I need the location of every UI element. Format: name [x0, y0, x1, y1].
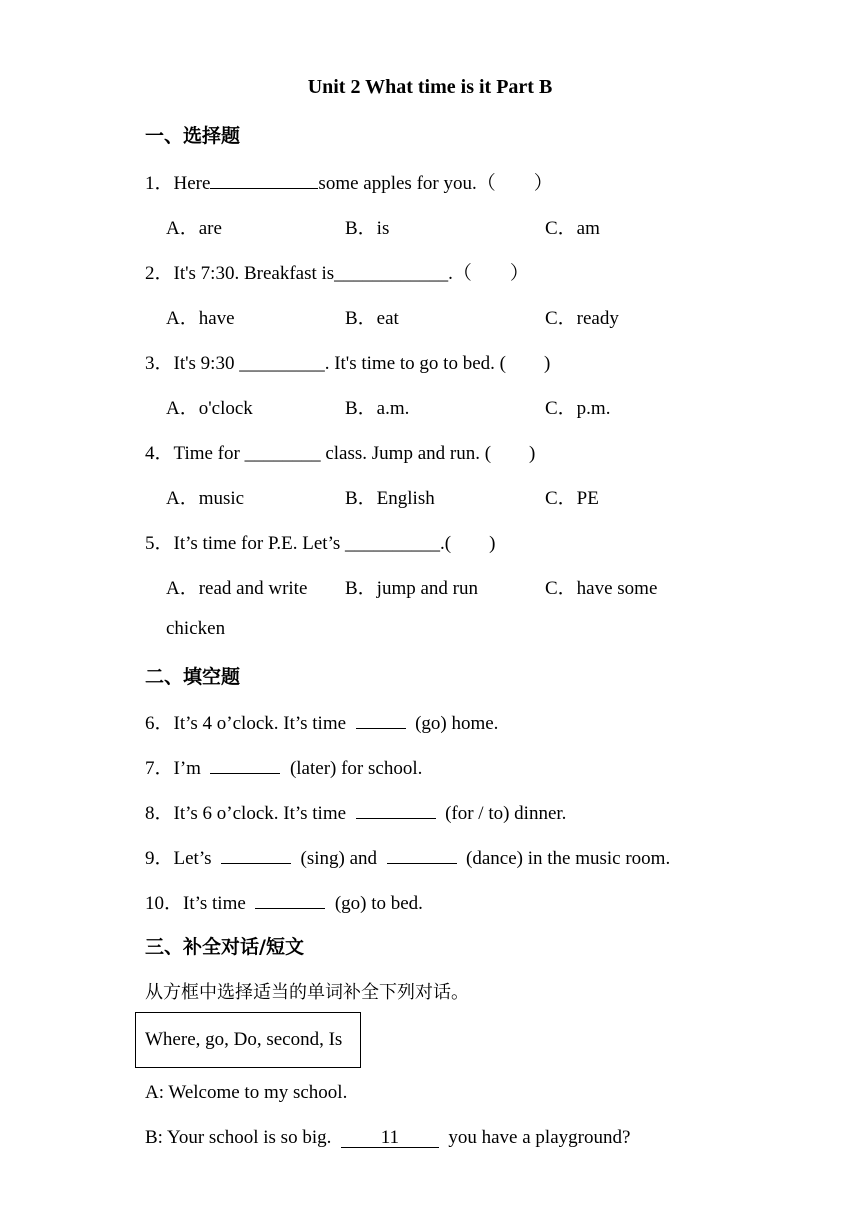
answer-blank — [255, 890, 325, 909]
option-a: A．read and write — [166, 578, 308, 599]
question-6-suffix: (go) home. — [415, 713, 499, 734]
option-b: B．a.m. — [345, 398, 410, 419]
question-6 — [145, 708, 498, 735]
question-2: 2．It's 7:30. Breakfast is____________.（ ） — [145, 263, 529, 284]
dialog-line-a: A: Welcome to my school. — [145, 1082, 348, 1103]
question-10 — [145, 888, 423, 915]
option-c: C．ready — [545, 308, 619, 329]
answer-blank — [210, 170, 318, 189]
question-7-prefix: 7．I’m — [145, 758, 201, 779]
word-box-text: Where, go, Do, second, Is — [145, 1029, 343, 1050]
option-c: C．am — [545, 218, 600, 239]
question-5: 5．It’s time for P.E. Let’s __________.( ) — [145, 533, 496, 554]
question-1 — [145, 168, 553, 195]
question-9-middle: (sing) and — [300, 848, 378, 869]
question-7-suffix: (later) for school. — [289, 758, 423, 779]
option-c: C．PE — [545, 488, 599, 509]
dialog-line-b-suffix: you have a playground? — [448, 1127, 631, 1148]
dialog-line-b-prefix: B: Your school is so big. — [145, 1127, 332, 1148]
question-4: 4．Time for ________ class. Jump and run. ( ) — [145, 443, 536, 464]
answer-blank — [356, 800, 436, 819]
answer-blank — [387, 845, 457, 864]
dialog-line-b — [145, 1127, 630, 1149]
option-c-continued: chicken — [166, 618, 226, 639]
answer-blank — [221, 845, 291, 864]
question-1-suffix: some apples for you.（ ） — [318, 173, 553, 194]
question-9-prefix: 9．Let’s — [145, 848, 212, 869]
option-a: A．have — [166, 308, 235, 329]
word-box — [135, 1012, 361, 1068]
question-9 — [145, 843, 670, 870]
option-a: A．o'clock — [166, 398, 253, 419]
page-title: Unit 2 What time is it Part B — [307, 76, 553, 98]
section-heading-choice: 一、选择题 — [145, 125, 241, 147]
question-10-prefix: 10．It’s time — [145, 893, 246, 914]
option-b: B．jump and run — [345, 578, 478, 599]
answer-blank — [210, 755, 280, 774]
section-heading-fill: 二、填空题 — [145, 666, 241, 688]
question-10-suffix: (go) to bed. — [334, 893, 423, 914]
question-6-prefix: 6．It’s 4 o’clock. It’s time — [145, 713, 347, 734]
question-8-suffix: (for / to) dinner. — [445, 803, 567, 824]
instruction-text: 从方框中选择适当的单词补全下列对话。 — [145, 982, 469, 1003]
question-8-prefix: 8．It’s 6 o’clock. It’s time — [145, 803, 347, 824]
question-8 — [145, 798, 566, 825]
option-b: B．eat — [345, 308, 399, 329]
option-b: B．is — [345, 218, 390, 239]
answer-blank — [356, 710, 406, 729]
question-1-prefix: 1．Here — [145, 173, 211, 194]
question-3: 3．It's 9:30 _________. It's time to go to bed. ( ) — [145, 353, 551, 374]
option-b: B．English — [345, 488, 435, 509]
question-9-suffix: (dance) in the music room. — [466, 848, 671, 869]
option-a: A．music — [166, 488, 245, 509]
section-heading-dialog: 三、补全对话/短文 — [145, 936, 304, 958]
answer-blank-11: 11 — [341, 1129, 439, 1148]
option-c: C．have some — [545, 578, 658, 599]
option-c: C．p.m. — [545, 398, 611, 419]
option-a: A．are — [166, 218, 222, 239]
question-7 — [145, 753, 422, 780]
